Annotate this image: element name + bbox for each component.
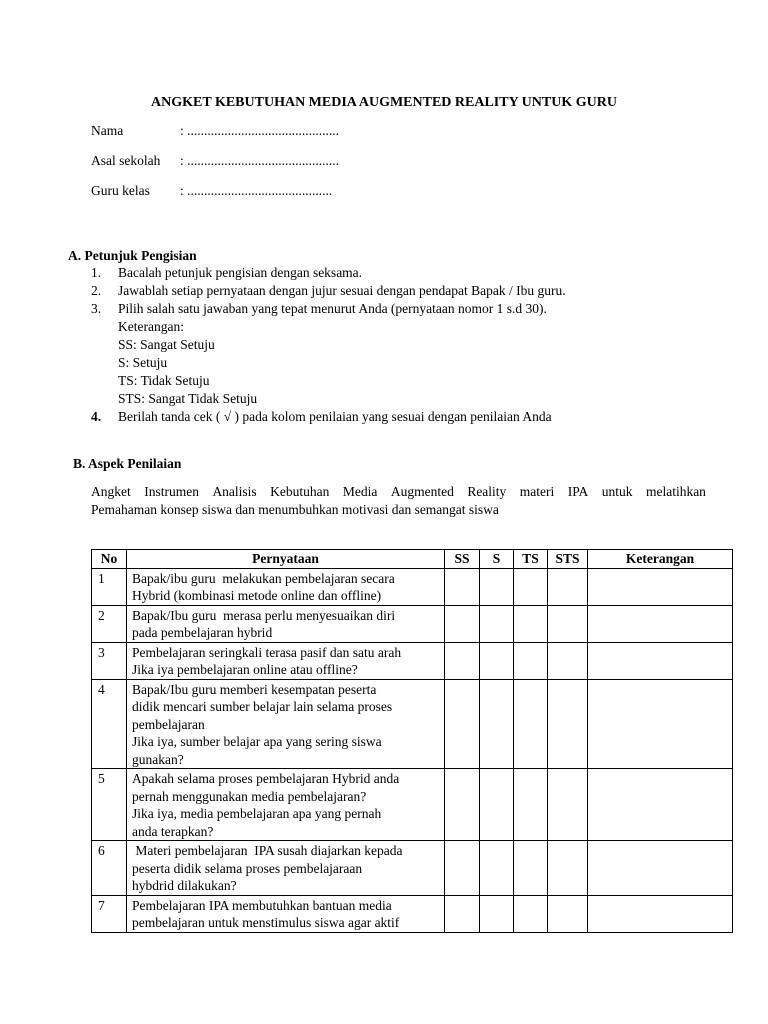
rating-cell-sts[interactable] xyxy=(548,605,588,642)
statement-line: Pembelajaran seringkali terasa pasif dan satu arah xyxy=(132,644,402,660)
identity-label-guru-kelas: Guru kelas xyxy=(91,183,150,198)
row-number: 4 xyxy=(92,679,127,769)
instruction-text: Berilah tanda cek ( √ ) pada kolom penilaian yang sesuai dengan penilaian Anda xyxy=(118,409,552,424)
keterangan-item: SS: Sangat Setuju xyxy=(118,337,215,352)
row-number: 7 xyxy=(92,895,127,932)
intro-word: untuk xyxy=(601,484,633,499)
statement-line: Jika iya, media pembelajaran apa yang pernah xyxy=(132,806,382,821)
identity-label-asal-sekolah: Asal sekolah xyxy=(91,153,161,168)
page-title: ANGKET KEBUTUHAN MEDIA AUGMENTED REALITY UNTUK GURU xyxy=(151,95,617,110)
section-b-heading: B. Aspek Penilaian xyxy=(73,456,182,471)
statement-line: Hybrid (kombinasi metode online dan offline) xyxy=(132,588,382,603)
rating-cell-s[interactable] xyxy=(480,605,514,642)
statement-line: pembelajaran xyxy=(132,716,205,732)
rating-cell-sts[interactable] xyxy=(548,642,588,679)
rating-cell-s[interactable] xyxy=(480,568,514,605)
rating-cell-ts[interactable] xyxy=(514,895,548,932)
row-number: 2 xyxy=(92,605,127,642)
intro-word: Instrumen xyxy=(144,484,199,499)
rating-cell-keterangan[interactable] xyxy=(588,841,733,896)
header-no: No xyxy=(92,550,127,569)
keterangan-item: STS: Sangat Tidak Setuju xyxy=(118,391,258,406)
intro-word: Media xyxy=(342,484,378,499)
instruction-text: Pilih salah satu jawaban yang tepat menurut Anda (pernyataan nomor 1 s.d 30). xyxy=(118,301,547,316)
keterangan-item: S: Setuju xyxy=(118,355,168,370)
statement-line: pembelajaran untuk menstimulus siswa agar aktif xyxy=(132,915,400,930)
statement-line: hybdrid dilakukan? xyxy=(132,878,237,893)
section-b-intro-line2: Pemahaman konsep siswa dan menumbuhkan motivasi dan semangat siswa xyxy=(91,502,499,517)
statement-line: Jika iya, sumber belajar apa yang sering siswa xyxy=(132,734,382,749)
statement-line: Bapak/ibu guru melakukan pembelajaran secara xyxy=(132,570,395,586)
rating-cell-s[interactable] xyxy=(480,769,514,841)
rating-cell-sts[interactable] xyxy=(548,769,588,841)
statement-line: Bapak/Ibu guru memberi kesempatan peserta xyxy=(132,681,377,697)
intro-word: Angket xyxy=(91,484,131,499)
statement-line: gunakan? xyxy=(132,751,184,767)
instruction-number: 3. xyxy=(91,301,102,316)
table-row xyxy=(92,605,733,642)
intro-word: Kebutuhan xyxy=(270,484,330,499)
rating-cell-ss[interactable] xyxy=(445,679,480,769)
header-pernyataan: Pernyataan xyxy=(127,550,445,569)
rating-cell-sts[interactable] xyxy=(548,895,588,932)
intro-word: Reality xyxy=(467,484,507,499)
rating-cell-s[interactable] xyxy=(480,679,514,769)
statement-line: Materi pembelajaran IPA susah diajarkan kepada xyxy=(132,843,403,858)
row-statement xyxy=(127,568,445,605)
table-row xyxy=(92,895,733,932)
statement-line: Pembelajaran IPA membutuhkan bantuan media xyxy=(132,897,392,913)
rating-cell-ts[interactable] xyxy=(514,769,548,841)
table-row xyxy=(92,568,733,605)
table-header-row xyxy=(92,550,733,569)
section-b-intro-line1 xyxy=(91,484,706,500)
table-row xyxy=(92,679,733,769)
identity-value-asal-sekolah: : ............................................. xyxy=(180,153,340,168)
statement-line: pernah menggunakan media pembelajaran? xyxy=(132,788,367,804)
header-keterangan: Keterangan xyxy=(588,550,733,569)
rating-cell-ss[interactable] xyxy=(445,605,480,642)
row-statement xyxy=(127,605,445,642)
header-ss: SS xyxy=(445,550,480,569)
intro-word: melatihkan xyxy=(645,484,706,499)
table-row xyxy=(92,642,733,679)
instruction-text: Jawablah setiap pernyataan dengan jujur sesuai dengan pendapat Bapak / Ibu guru. xyxy=(118,283,566,298)
rating-cell-ts[interactable] xyxy=(514,568,548,605)
statement-line: pada pembelajaran hybrid xyxy=(132,625,273,640)
assessment-table xyxy=(91,549,733,933)
row-number: 6 xyxy=(92,841,127,896)
intro-word: materi xyxy=(519,484,555,499)
identity-value-guru-kelas: : ........................................... xyxy=(180,183,333,198)
statement-line: Jika iya pembelajaran online atau offline? xyxy=(132,662,358,677)
rating-cell-ts[interactable] xyxy=(514,841,548,896)
instruction-number: 1. xyxy=(91,265,102,280)
rating-cell-keterangan[interactable] xyxy=(588,642,733,679)
identity-label-nama: Nama xyxy=(91,123,124,138)
row-statement xyxy=(127,642,445,679)
header-ts: TS xyxy=(514,550,548,569)
intro-word: IPA xyxy=(567,484,589,499)
statement-line: anda terapkan? xyxy=(132,823,214,839)
rating-cell-ss[interactable] xyxy=(445,769,480,841)
instruction-text: Bacalah petunjuk pengisian dengan seksama. xyxy=(118,265,363,280)
instruction-number: 4. xyxy=(91,409,102,424)
header-s: S xyxy=(480,550,514,569)
rating-cell-keterangan[interactable] xyxy=(588,605,733,642)
intro-word: Analisis xyxy=(212,484,257,499)
row-statement xyxy=(127,841,445,896)
table-body xyxy=(92,568,733,932)
identity-value-nama: : ............................................. xyxy=(180,123,340,138)
rating-cell-ts[interactable] xyxy=(514,605,548,642)
rating-cell-sts[interactable] xyxy=(548,841,588,896)
rating-cell-s[interactable] xyxy=(480,841,514,896)
table-row xyxy=(92,769,733,841)
statement-line: didik mencari sumber belajar lain selama proses xyxy=(132,699,393,714)
header-sts: STS xyxy=(548,550,588,569)
instruction-number: 2. xyxy=(91,283,102,298)
rating-cell-ts[interactable] xyxy=(514,679,548,769)
row-statement xyxy=(127,895,445,932)
rating-cell-keterangan[interactable] xyxy=(588,679,733,769)
keterangan-label: Keterangan: xyxy=(118,319,184,334)
table-row xyxy=(92,841,733,896)
rating-cell-ss[interactable] xyxy=(445,568,480,605)
rating-cell-ss[interactable] xyxy=(445,895,480,932)
statement-line: Apakah selama proses pembelajaran Hybrid anda xyxy=(132,771,400,786)
rating-cell-ts[interactable] xyxy=(514,642,548,679)
rating-cell-s[interactable] xyxy=(480,642,514,679)
intro-word: Augmented xyxy=(390,484,454,499)
row-number: 3 xyxy=(92,642,127,679)
row-number: 1 xyxy=(92,568,127,605)
rating-cell-sts[interactable] xyxy=(548,679,588,769)
rating-cell-s[interactable] xyxy=(480,895,514,932)
rating-cell-ss[interactable] xyxy=(445,642,480,679)
row-statement xyxy=(127,769,445,841)
rating-cell-keterangan[interactable] xyxy=(588,568,733,605)
rating-cell-keterangan[interactable] xyxy=(588,769,733,841)
row-number: 5 xyxy=(92,769,127,841)
statement-line: Bapak/Ibu guru merasa perlu menyesuaikan diri xyxy=(132,607,396,623)
rating-cell-sts[interactable] xyxy=(548,568,588,605)
statement-line: peserta didik selama proses pembelajaraan xyxy=(132,860,363,876)
row-statement xyxy=(127,679,445,769)
rating-cell-ss[interactable] xyxy=(445,841,480,896)
section-a-heading: A. Petunjuk Pengisian xyxy=(68,248,197,263)
keterangan-item: TS: Tidak Setuju xyxy=(118,373,210,388)
rating-cell-keterangan[interactable] xyxy=(588,895,733,932)
